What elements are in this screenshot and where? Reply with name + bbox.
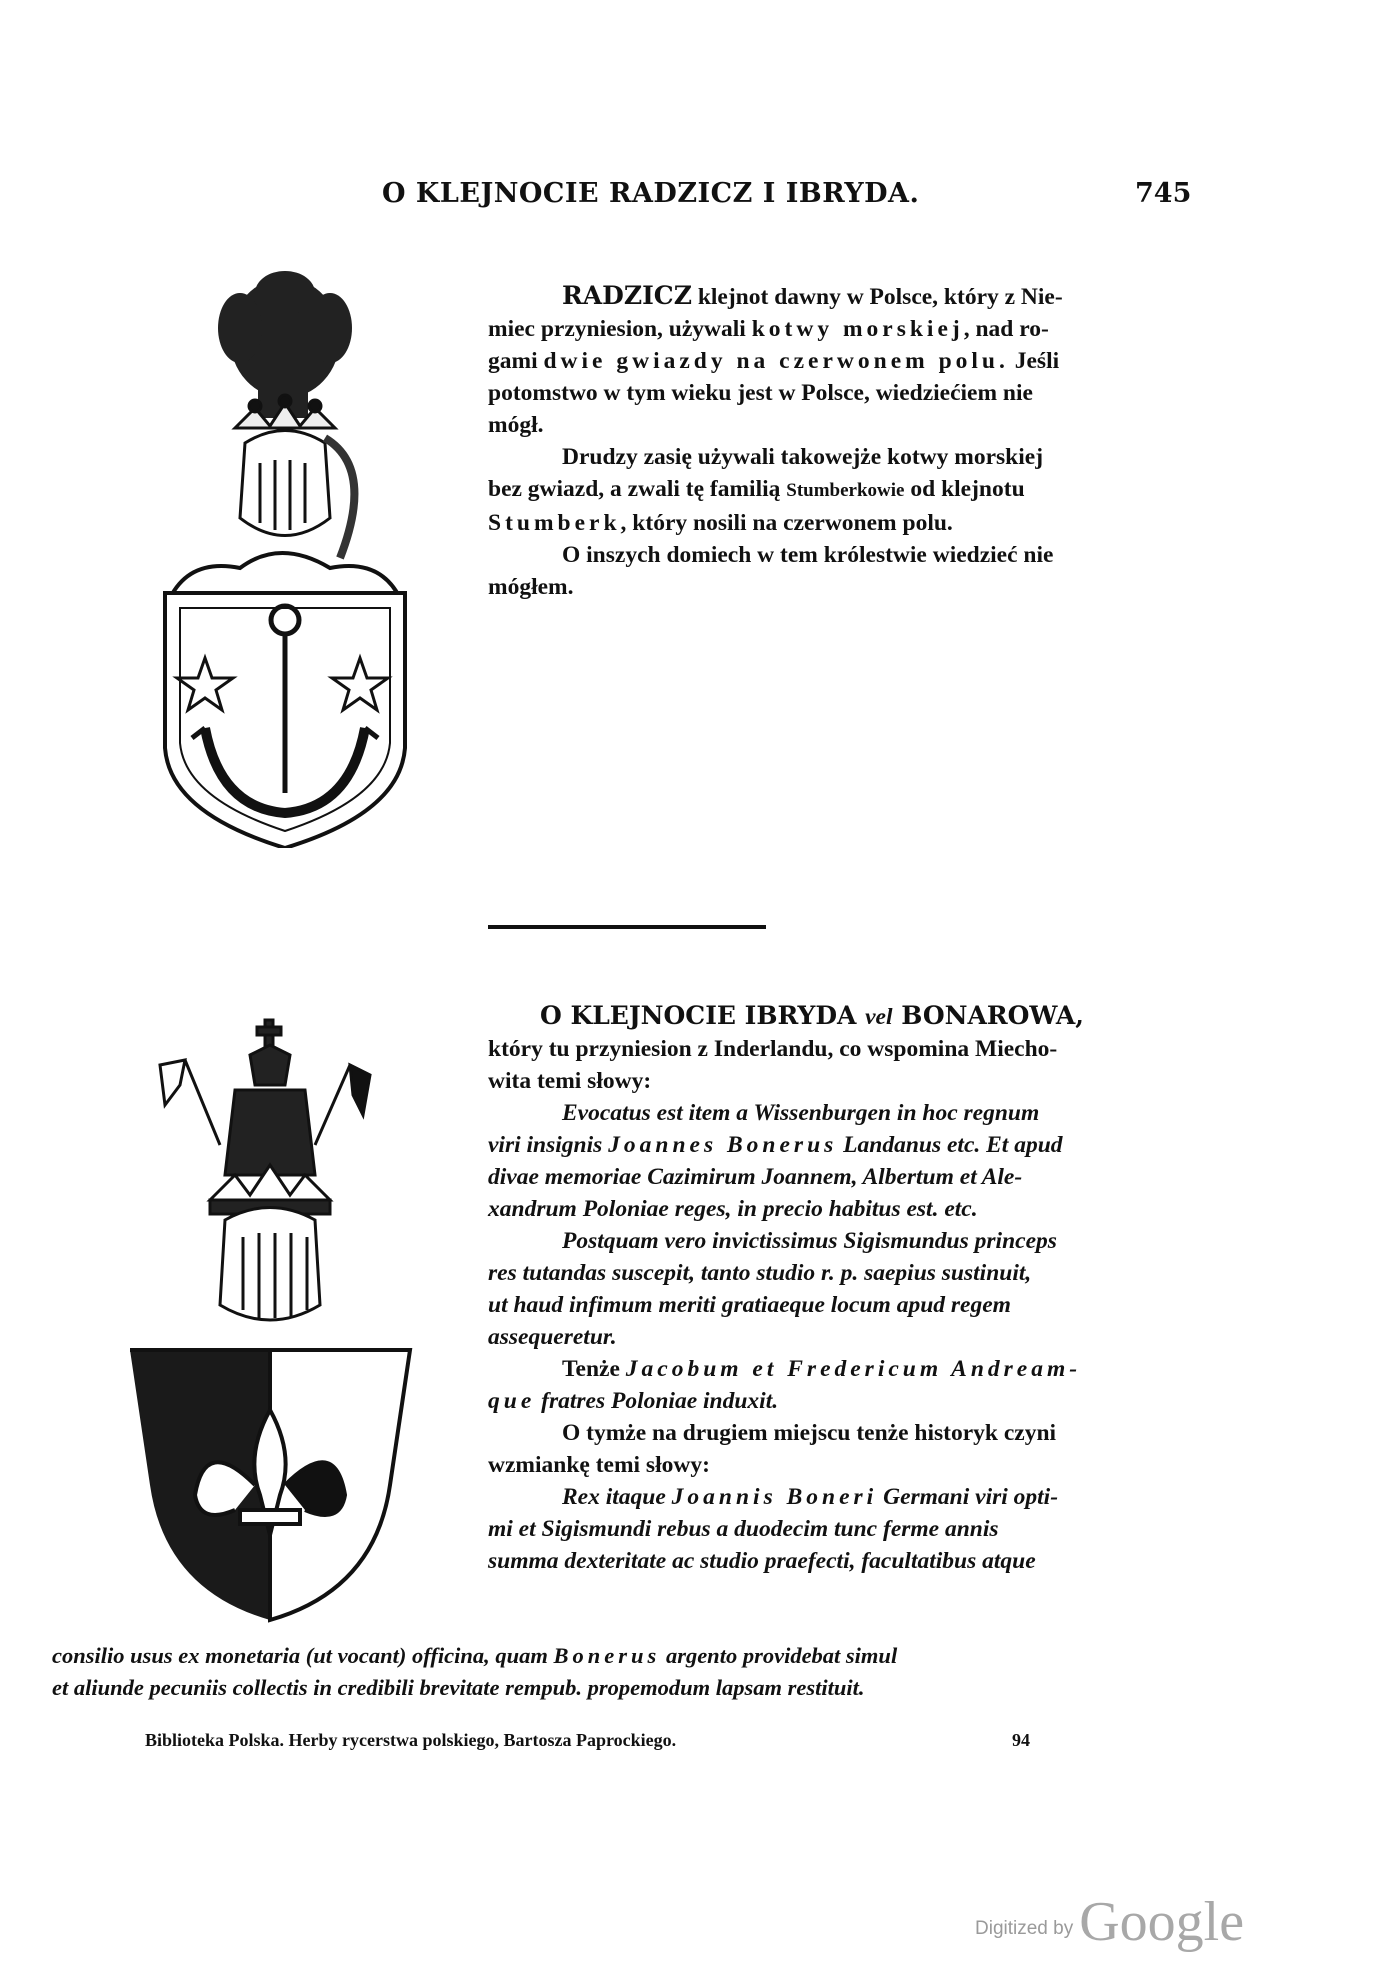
radzicz-paragraph-1: RADZICZ klejnot dawny w Polsce, który z Nie- miec przyniesion, używali kotwy morskiej, nad ro- gami dwie gwiazdy na czerwonem polu. Jeśli potomstwo w tym wieku jest w Polsce, wiedziećiem nie mógł. <box>488 281 1063 438</box>
page-number: 745 <box>1135 178 1192 209</box>
signature-mark: 94 <box>1012 1730 1030 1750</box>
helmet-icon <box>220 1208 320 1321</box>
ibryda-heading: O KLEJNOCIE IBRYDA <box>540 1001 866 1030</box>
quote-paragraph-1: Evocatus est item a Wissenburgen in hoc regnum viri insignis Joannes Bonerus Landanus etc. Et apud divae memoriae Cazimirum Joannem, Albertum et Ale- xandrum Poloniae reges, in precio habitus est. etc. <box>488 1100 1063 1222</box>
radzicz-entry <box>488 280 1178 603</box>
quote-paragraph-3: Rex itaque Joannis Boneri Germani viri opti- mi et Sigismundi rebus a duodecim tunc ferme annis summa dexteritate ac studio praefecti, facultatibus atque <box>488 1484 1059 1574</box>
helmet-icon <box>240 431 354 559</box>
paragraph-historyk: O tymże na drugiem miejscu tenże historyk czyni wzmiankę temi słowy: <box>488 1420 1057 1478</box>
page-header <box>0 178 1391 218</box>
crown-icon <box>235 395 335 428</box>
knight-figure-icon <box>160 1020 370 1175</box>
ibryda-coat-of-arms <box>125 1015 415 1625</box>
ibryda-heading-line: O KLEJNOCIE IBRYDA vel BONAROWA, który tu przyniesion z Inderlandu, co wspomina Miecho- wita temi słowy: <box>488 1001 1084 1094</box>
radzicz-paragraph-2: Drudzy zasię używali takowejże kotwy morskiej bez gwiazd, a zwali tę familią Stumberkowie od klejnotu Stumberk, który nosili na czerwonem polu. <box>488 444 1044 536</box>
ibryda-closing-lines: consilio usus ex monetaria (ut vocant) officina, quam Bonerus argento providebat simul et aliunde pecuniis collectis in credibili brevitate rempub. propemodum lapsam restituit. <box>52 1643 898 1700</box>
quote-paragraph-2: Postquam vero invictissimus Sigismundus princeps res tutandas suscepit, tanto studio r. p. saepius sustinuit, ut haud infimum meriti gratiaeque locum apud regem assequeretur. <box>488 1228 1057 1350</box>
radzicz-heading: RADZICZ <box>562 281 692 310</box>
radzicz-coat-of-arms <box>130 268 430 848</box>
paragraph-tenze: Tenże Jacobum et Fredericum Andream- que fratres Poloniae induxit. <box>488 1356 1082 1414</box>
radzicz-paragraph-3: O inszych domiech w tem królestwie wiedzieć nie mógłem. <box>488 542 1054 600</box>
section-divider <box>488 925 766 929</box>
watermark-small-text: Digitized by <box>975 1918 1074 1939</box>
digitized-watermark <box>975 1890 1244 1954</box>
footer-imprint: Biblioteka Polska. Herby rycerstwa polskiego, Bartosza Paprockiego. <box>145 1730 677 1750</box>
running-title: O KLEJNOCIE RADZICZ I IBRYDA. <box>382 178 920 209</box>
ibryda-entry <box>488 1000 1188 1577</box>
google-logo: Google <box>1079 1891 1245 1953</box>
